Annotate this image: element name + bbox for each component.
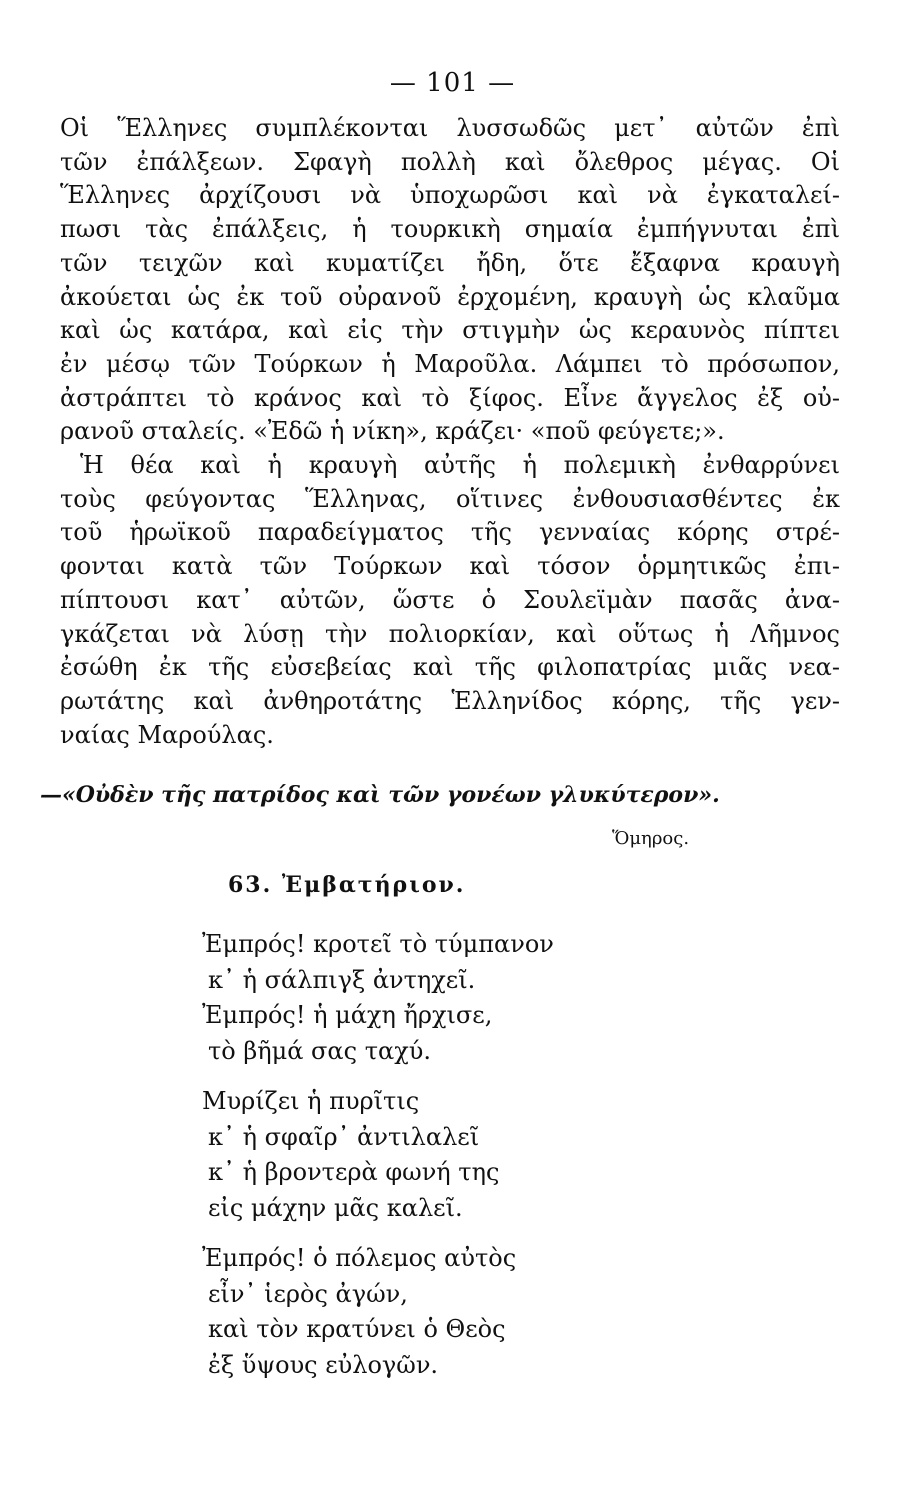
section-heading: 63. Ἐμβατήριον.	[228, 872, 466, 898]
poem-stanza	[202, 1241, 702, 1383]
prose-line: φονται κατὰ τῶν Τούρκων καὶ τόσον ὁρμητικῶς ἐπι-	[60, 552, 840, 581]
prose-line: ρωτάτης καὶ ἀνθηροτάτης Ἑλληνίδος κόρης, τῆς γεν-	[60, 686, 840, 715]
poem-line: εἰς μάχην μᾶς καλεῖ.	[208, 1193, 463, 1222]
poem-line: ἐξ ὕψους εὐλογῶν.	[208, 1350, 439, 1379]
prose-line: τῶν ἐπάλξεων. Σφαγὴ πολλὴ καὶ ὄλεθρος μέγας. Οἱ	[60, 147, 840, 176]
poem-line: Μυρίζει ἡ πυρῖτις	[202, 1087, 420, 1115]
poem-stanza	[202, 927, 702, 1069]
prose-line: Ἡ θέα καὶ ἡ κραυγὴ αὐτῆς ἡ πολεμικὴ ἐνθαρρύνει	[80, 451, 840, 480]
prose-line: ναίας Μαρούλας.	[60, 720, 274, 749]
prose-line: τοὺς φεύγοντας Ἕλληνας, οἵτινες ἐνθουσιασθέντες ἐκ	[60, 484, 840, 513]
prose-line: ἐσώθη ἐκ τῆς εὐσεβείας καὶ τῆς φιλοπατρίας μιᾶς νεα-	[60, 653, 840, 682]
poem-line: καὶ τὸν κρατύνει ὁ Θεὸς	[208, 1315, 506, 1343]
prose-line: τῶν τειχῶν καὶ κυματίζει ἤδη, ὅτε ἔξαφνα κραυγὴ	[60, 248, 840, 277]
poem-line: κ᾽ ἡ σφαῖρ᾽ ἀντιλαλεῖ	[208, 1122, 480, 1151]
epigraph-quote: —«Οὐδὲν τῆς πατρίδος καὶ τῶν γονέων γλυκύτερον».	[40, 782, 720, 808]
poem-line: κ᾽ ἡ βροντερὰ φωνή της	[208, 1158, 500, 1186]
poem-line: Ἐμπρός! ἡ μάχη ἤρχισε,	[202, 1001, 493, 1029]
poem-line: Ἐμπρός! κροτεῖ τὸ τύμπανον	[202, 930, 554, 958]
poem-stanza	[202, 1084, 702, 1226]
prose-line: πωσι τὰς ἐπάλξεις, ἡ τουρκικὴ σημαία ἐμπήγνυται ἐπὶ	[60, 215, 840, 244]
poem-line: κ᾽ ἡ σάλπιγξ ἀντηχεῖ.	[208, 965, 476, 994]
prose-line: Ἕλληνες ἀρχίζουσι νὰ ὑποχωρῶσι καὶ νὰ ἐγκαταλεί-	[60, 181, 840, 210]
prose-line: ρανοῦ σταλείς. «Ἐδῶ ἡ νίκη», κράζει· «ποῦ φεύγετε;».	[60, 417, 725, 446]
prose-line: πίπτουσι κατ᾽ αὐτῶν, ὥστε ὁ Σουλεϊμὰν πασᾶς ἀνα-	[60, 585, 840, 614]
prose-line: ἀστράπτει τὸ κράνος καὶ τὸ ξίφος. Εἶνε ἄγγελος ἐξ οὐ-	[60, 383, 840, 412]
prose-line: τοῦ ἡρωϊκοῦ παραδείγματος τῆς γενναίας κόρης στρέ-	[60, 518, 840, 547]
poem-line: Ἐμπρός! ὁ πόλεμος αὐτὸς	[202, 1244, 517, 1272]
prose-line: ἐν μέσῳ τῶν Τούρκων ἡ Μαροῦλα. Λάμπει τὸ πρόσωπον,	[60, 349, 840, 378]
prose-line: γκάζεται νὰ λύσῃ τὴν πολιορκίαν, καὶ οὕτως ἡ Λῆμνος	[60, 619, 840, 648]
prose-paragraphs	[60, 112, 840, 752]
poem-line: εἶν᾽ ἱερὸς ἀγών,	[208, 1279, 408, 1308]
epigraph-author: Ὅμηρος.	[612, 828, 690, 849]
page-number: — 101 —	[389, 68, 516, 98]
prose-line: καὶ ὡς κατάρα, καὶ εἰς τὴν στιγμὴν ὡς κεραυνὸς πίπτει	[60, 316, 840, 345]
prose-line: Οἱ Ἕλληνες συμπλέκονται λυσσωδῶς μετ᾽ αὐτῶν ἐπὶ	[60, 114, 840, 142]
prose-line: ἀκούεται ὡς ἐκ τοῦ οὐρανοῦ ἐρχομένη, κραυγὴ ὡς κλαῦμα	[60, 282, 840, 311]
poem-line: τὸ βῆμά σας ταχύ.	[208, 1036, 431, 1065]
